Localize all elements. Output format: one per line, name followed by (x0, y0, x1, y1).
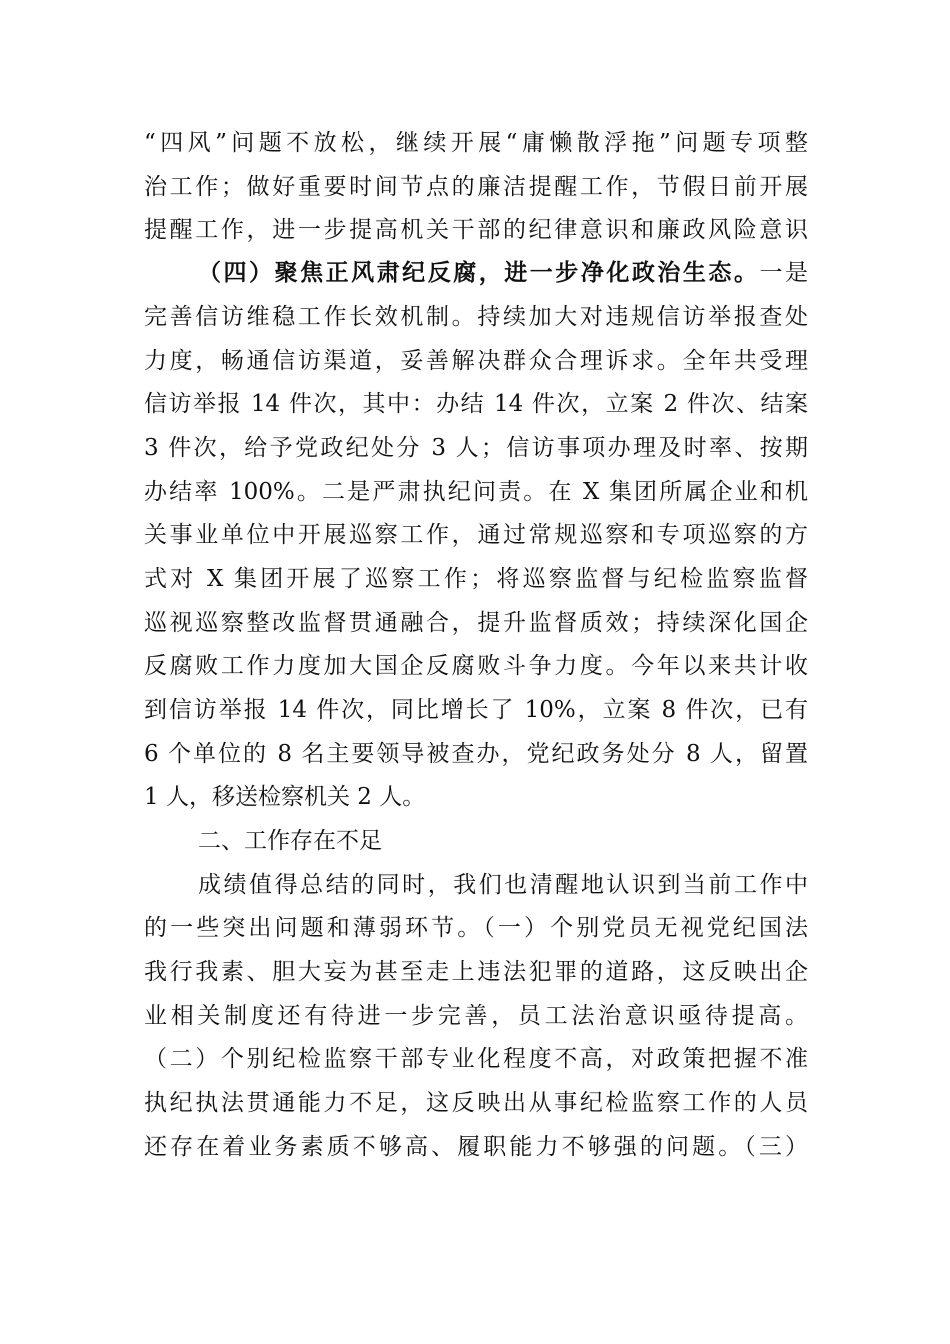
section-title: 二、工作存在不足 (198, 828, 382, 854)
body-line: 执纪执法贯通能力不足，这反映出从事纪检监察工作的人员 (144, 1090, 808, 1116)
body-line: 6 个单位的 8 名主要领导被查办，党纪政务处分 8 人，留置 (144, 741, 808, 767)
body-line: 治工作；做好重要时间节点的廉洁提醒工作，节假日前开展 (144, 174, 808, 200)
body-line: 巡视巡察整改监督贯通融合，提升监督质效；持续深化国企 (144, 610, 808, 636)
body-line: “四风”问题不放松，继续开展“庸懒散浮拖”问题专项整 (144, 130, 808, 156)
body-line: 关事业单位中开展巡察工作，通过常规巡察和专项巡察的方 (144, 522, 808, 548)
body-line: 还存在着业务素质不够高、履职能力不够强的问题。（三） (144, 1134, 808, 1160)
body-line: 的一些突出问题和薄弱环节。（一）个别党员无视党纪国法 (144, 915, 808, 941)
body-line: 信访举报 14 件次，其中：办结 14 件次，立案 2 件次、结案 (144, 391, 808, 417)
section-heading: （四）聚焦正风肃纪反腐，进一步净化政治生态。 (198, 259, 760, 286)
body-text: 一是 (759, 260, 808, 286)
body-line: 完善信访维稳工作长效机制。持续加大对违规信访举报查处 (144, 304, 808, 330)
section-heading-line (198, 258, 808, 288)
body-line: 到信访举报 14 件次，同比增长了 10%，立案 8 件次，已有 (144, 697, 808, 723)
body-line: 提醒工作，进一步提高机关干部的纪律意识和廉政风险意识 (144, 217, 808, 243)
body-line: 1 人，移送检察机关 2 人。 (144, 784, 426, 810)
body-line: 我行我素、胆大妄为甚至走上违法犯罪的道路，这反映出企 (144, 959, 808, 985)
body-line: 业相关制度还有待进一步完善，员工法治意识亟待提高。 (144, 1003, 808, 1029)
body-line: 办结率 100%。二是严肃执纪问责。在 X 集团所属企业和机 (144, 479, 808, 505)
body-line: （二）个别纪检监察干部专业化程度不高，对政策把握不准 (144, 1046, 808, 1072)
body-line: 力度，畅通信访渠道，妥善解决群众合理诉求。全年共受理 (144, 348, 808, 374)
body-line: 反腐败工作力度加大国企反腐败斗争力度。今年以来共计收 (144, 653, 808, 679)
body-line: 3 件次，给予党政纪处分 3 人；信访事项办理及时率、按期 (144, 435, 808, 461)
body-line: 式对 X 集团开展了巡察工作；将巡察监督与纪检监察监督 (144, 566, 808, 592)
body-line: 成绩值得总结的同时，我们也清醒地认识到当前工作中 (198, 872, 808, 898)
